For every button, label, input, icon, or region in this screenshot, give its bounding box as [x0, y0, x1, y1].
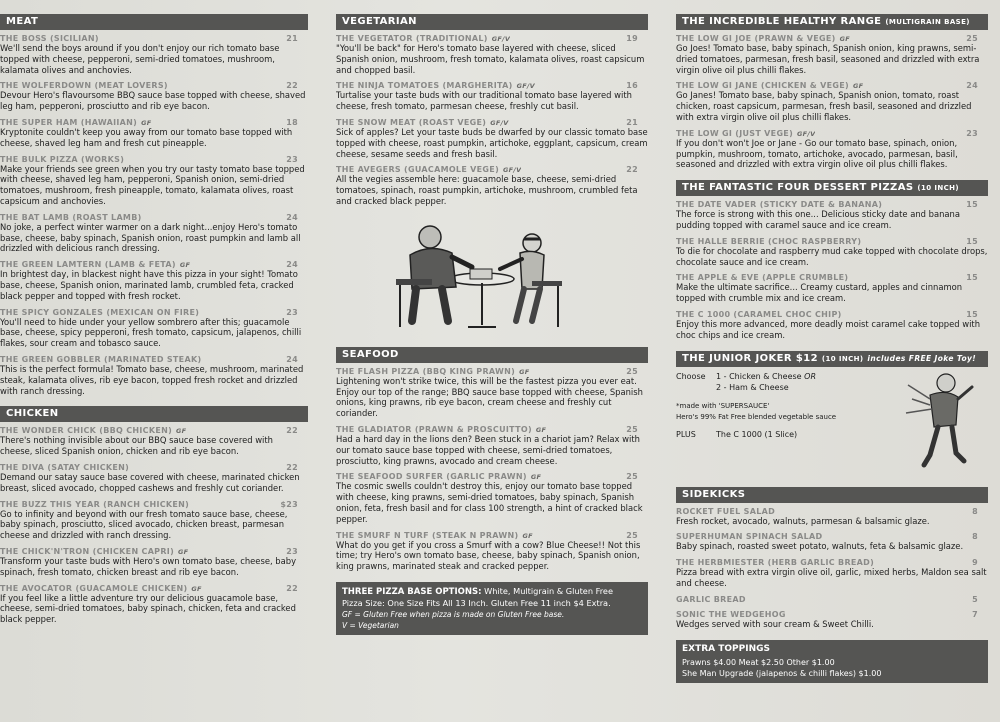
menu-item: [336, 531, 648, 572]
menu-item: [0, 81, 308, 112]
item-price: 22: [626, 165, 638, 175]
menu-item: [336, 425, 648, 466]
menu-item: [0, 308, 308, 349]
section-header-sidekicks: SIDEKICKS: [676, 487, 988, 503]
item-description: Had a hard day in the lions den? Been stuck in a chariot jam? Relax with our tomato sauce base topped with cheese, semi-dried tomatoes, prosciutto, king prawns, avocado and cream cheese.: [336, 433, 640, 466]
item-name: THE GLADIATOR (PRAWN & PROSCUITTO): [336, 424, 532, 434]
menu-item: [0, 260, 308, 301]
dietary-tag: GF: [178, 547, 189, 556]
item-description: To die for chocolate and raspberry mud cake topped with chocolate drops, chocolate sauce and ice cream.: [676, 245, 988, 267]
section-header-vegetarian: VEGETARIAN: [336, 14, 648, 30]
item-description: Wedges served with sour cream & Sweet Chilli.: [676, 618, 874, 629]
item-name: THE LOW GI JANE (CHICKEN & VEGE): [676, 81, 849, 91]
menu-item: [676, 34, 988, 75]
item-name: THE FLASH PIZZA (BBQ KING PRAWN): [336, 366, 516, 376]
item-name: THE GREEN LAMTERN (LAMB & FETA): [0, 260, 176, 270]
menu-item: [0, 118, 308, 149]
item-description: Transform your taste buds with Hero's own tomato base, cheese, baby spinach, fresh tomato, chicken breast and rib eye bacon.: [0, 555, 297, 577]
section-header-meat: MEAT: [0, 14, 308, 30]
base-options-list: White, Multigrain & Gluten Free: [484, 585, 614, 596]
menu-item: [676, 558, 988, 589]
section-junior: [676, 351, 988, 477]
item-description: Make the ultimate sacrifice... Creamy custard, apples and cinnamon topped with crumble mix and ice cream.: [676, 282, 963, 304]
section-header-junior: THE JUNIOR JOKER $12 (10 INCH) includes FREE Joke Toy!: [676, 351, 988, 367]
item-name: THE AVEGERS (GUACAMOLE VEGE): [336, 165, 500, 175]
item-name: THE SMURF N TURF (STEAK N PRAWN): [336, 530, 519, 540]
dietary-tag: GF/V: [516, 82, 535, 91]
seafood-list: [336, 367, 648, 572]
dietary-tag: GF: [191, 584, 202, 593]
section-header-seafood: SEAFOOD: [336, 347, 648, 363]
item-description: Pizza bread with extra virgin olive oil, garlic, mixed herbs, Maldon sea salt and cheese.: [676, 567, 987, 588]
item-price: 9: [972, 558, 978, 568]
menu-item: [676, 310, 988, 341]
menu-item: [336, 81, 648, 112]
item-price: 23: [286, 307, 298, 317]
item-name: THE BUZZ THIS YEAR (RANCH CHICKEN): [0, 499, 190, 509]
item-price: 24: [966, 81, 978, 91]
item-description: Fresh rocket, avocado, walnuts, parmesan & balsamic glaze.: [676, 515, 930, 526]
item-price: 15: [966, 273, 978, 283]
menu-item: [676, 532, 988, 552]
base-options-box: [336, 582, 648, 635]
item-description: What do you get if you cross a Smurf with a cow? Blue Cheese!! Not this time; try Hero's own tomato base, cheese, baby spinach, Spanish onion, king prawns, marinated steak and cracked pepper.: [336, 539, 641, 572]
item-name: THE BULK PIZZA (WORKS): [0, 154, 125, 164]
menu-item: [336, 118, 648, 159]
item-price: 22: [286, 462, 298, 472]
item-description: We'll send the boys around if you don't enjoy our rich tomato base topped with cheese, pepperoni, semi-dried tomatoes, mushroom, kalamata olives and anchovies.: [0, 43, 280, 75]
item-price: $23: [280, 499, 298, 509]
item-name: THE VEGETATOR (TRADITIONAL): [336, 34, 488, 43]
item-name: THE DIVA (SATAY CHICKEN): [0, 462, 130, 472]
item-price: 24: [286, 212, 298, 222]
item-price: 24: [286, 260, 298, 270]
meat-list: [0, 34, 308, 396]
item-name: ROCKET FUEL SALAD: [676, 506, 776, 516]
item-description: "You'll be back" for Hero's tomato base layered with cheese, sliced Spanish onion, mushroom, fresh tomato, kalamata olives, roast capsicum and chopped basil.: [336, 43, 645, 75]
item-description: Go Joes! Tomato base, baby spinach, Spanish onion, king prawns, semi-dried tomatoes, parmesan, fresh basil, seasoned and drizzled with extra virgin olive oil plus chilli flakes.: [676, 43, 980, 75]
menu-item: [336, 34, 648, 75]
item-price: 15: [966, 309, 978, 319]
section-chicken: [0, 406, 308, 625]
section-header-chicken: CHICKEN: [0, 406, 308, 422]
item-description: If you feel like a little adventure try our delicious guacamole base, cheese, semi-dried tomatoes, baby spinach, chicken, feta and cracked black pepper.: [0, 592, 296, 625]
menu-item: [0, 547, 308, 578]
item-price: 8: [972, 532, 978, 542]
item-name: SUPERHUMAN SPINACH SALAD: [676, 532, 823, 542]
menu-item: [676, 81, 988, 122]
item-price: 24: [286, 354, 298, 364]
section-sidekicks: [676, 487, 988, 630]
item-description: Go Janes! Tomato base, baby spinach, Spanish onion, tomato, roast chicken, roast capsicum, parmesan, fresh basil, seasoned and drizzled with extra virgin olive oil plus chilli flakes.: [676, 90, 972, 122]
item-name: THE CHICK'N'TRON (CHICKEN CAPRI): [0, 546, 175, 556]
item-name: THE AVOCATOR (GUACAMOLE CHICKEN): [0, 583, 188, 593]
item-price: 25: [626, 366, 638, 376]
item-price: 21: [286, 34, 298, 43]
item-name: THE LOW GI (JUST VEGE): [676, 128, 794, 138]
menu-item: [0, 155, 308, 207]
section-header-healthy: THE INCREDIBLE HEALTHY RANGE (MULTIGRAIN BASE): [676, 14, 988, 30]
item-price: 7: [972, 609, 978, 619]
menu-item: [0, 34, 308, 75]
extra-toppings-box: [676, 640, 988, 683]
item-description: Sick of apples? Let your taste buds be dwarfed by our classic tomato base topped with cheese, roast pumpkin, artichoke, eggplant, capsicum, cream cheese, sesame seeds and fresh basil.: [336, 126, 648, 159]
extra-toppings-title: EXTRA TOPPINGS: [682, 643, 770, 654]
item-name: THE HERBMIESTER (HERB GARLIC BREAD): [676, 558, 875, 568]
column-middle: [336, 14, 648, 714]
item-name: THE C 1000 (CARAMEL CHOC CHIP): [676, 309, 842, 319]
item-price: 15: [966, 200, 978, 210]
menu-item: [336, 165, 648, 206]
column-left: [0, 14, 308, 714]
section-vegetarian: [336, 14, 648, 207]
item-description: Kryptonite couldn't keep you away from our tomato base topped with cheese, shaved leg ham and fresh cut pineapple.: [0, 126, 293, 148]
item-name: THE SEAFOOD SURFER (GARLIC PRAWN): [336, 472, 527, 482]
superhero-illustration: [336, 217, 648, 337]
chicken-list: [0, 426, 308, 625]
pizza-size-note: Pizza Size: One Size Fits All 13 Inch. Gluten Free 11 inch $4 Extra.: [342, 597, 611, 608]
menu-item: [676, 237, 988, 268]
item-price: 23: [966, 128, 978, 138]
item-description: All the vegies assemble here: guacamole base, cheese, semi-dried tomatoes, spinach, roast pumpkin, artichoke, mushroom, crumbled feta and cracked black pepper.: [336, 174, 638, 206]
dietary-tag: GF: [853, 82, 864, 91]
menu-item: [336, 472, 648, 524]
section-healthy: [676, 14, 988, 170]
menu-item: [676, 200, 988, 231]
menu-item: [676, 610, 988, 630]
item-description: This is the perfect formula! Tomato base, cheese, mushroom, marinated steak, kalamata olives, rib eye bacon, topped fresh rocket and drizzled with ranch dressing.: [0, 363, 304, 396]
menu-item: [0, 500, 308, 541]
dietary-tag: GF: [519, 367, 530, 376]
item-price: 25: [626, 530, 638, 540]
junior-joker-details: Choose 1 - Chicken & Cheese OR 2 - Ham & Cheese *made with 'SUPERSAUCE' Hero's 99% Fat Free blended vegetable sauce PLUS The C 1000 (1 Slice): [676, 371, 988, 477]
item-description: Make your friends see green when you try our tasty tomato base topped with cheese, shaved leg ham, pepperoni, Spanish onion, semi-dried tomatoes, mushroom, fresh pineapple, tomato, kalamata olives, roast capsicum and anchovies.: [0, 163, 305, 206]
item-price: 21: [626, 117, 638, 127]
section-dessert: [676, 180, 988, 340]
menu-item: [676, 273, 988, 304]
menu-item: [0, 584, 308, 625]
item-name: THE APPLE & EVE (APPLE CRUMBLE): [676, 273, 849, 283]
base-options-title: THREE PIZZA BASE OPTIONS:: [342, 586, 482, 597]
superheroes-eating-icon: [382, 217, 582, 337]
dietary-tag: GF: [179, 261, 191, 270]
item-price: 22: [286, 81, 298, 91]
dietary-tag: GF: [176, 427, 187, 436]
healthy-list: [676, 34, 988, 170]
dietary-tag: GF/V: [490, 118, 509, 127]
dietary-tag: GF: [535, 425, 547, 434]
menu-item: [676, 595, 988, 604]
item-name: THE BOSS (SICILIAN): [0, 34, 99, 43]
dessert-list: [676, 200, 988, 340]
item-name: THE BAT LAMB (ROAST LAMB): [0, 212, 142, 222]
section-meat: [0, 14, 308, 396]
she-man-upgrade: She Man Upgrade (jalapenos & chilli flakes) $1.00: [682, 668, 882, 678]
item-name: THE GREEN GOBBLER (MARINATED STEAK): [0, 354, 202, 364]
item-price: 23: [286, 154, 298, 164]
item-name: THE SNOW MEAT (ROAST VEGE): [336, 117, 487, 127]
dietary-tag: GF/V: [797, 129, 816, 138]
menu-item: [0, 355, 308, 396]
item-price: 22: [286, 583, 298, 593]
section-seafood: [336, 347, 648, 572]
column-right: [676, 14, 988, 714]
menu-item: [676, 507, 988, 527]
item-description: The force is strong with this one... Delicious sticky date and banana pudding topped with caramel sauce and ice cream.: [676, 209, 960, 230]
item-price: 25: [626, 472, 638, 482]
item-price: 19: [626, 34, 638, 43]
gf-legend: GF = Gluten Free when pizza is made on Gluten Free base.: [342, 609, 565, 619]
dietary-tag: GF: [522, 531, 533, 540]
item-description: The cosmic swells couldn't destroy this, enjoy our tomato base topped with cheese, king prawns, semi-dried tomatoes, baby spinach, Spanish onion, feta, fresh basil and for class 100 strength, a hint of cracked black pepper.: [336, 481, 643, 524]
menu-item: [0, 213, 308, 254]
item-name: THE DATE VADER (STICKY DATE & BANANA): [676, 200, 883, 210]
section-header-dessert: THE FANTASTIC FOUR DESSERT PIZZAS (10 INCH): [676, 180, 988, 196]
item-price: 5: [972, 594, 978, 604]
item-name: THE WOLFERDOWN (MEAT LOVERS): [0, 81, 168, 91]
sidekicks-list: [676, 507, 988, 630]
item-name: THE SPICY GONZALES (MEXICAN ON FIRE): [0, 307, 200, 317]
item-name: THE WONDER CHICK (BBQ CHICKEN): [0, 426, 173, 436]
item-name: THE SUPER HAM (HAWAIIAN): [0, 117, 138, 127]
item-price: 25: [626, 424, 638, 434]
dietary-tag: GF/V: [503, 166, 522, 175]
item-name: THE LOW GI JOE (PRAWN & VEGE): [676, 34, 836, 43]
item-description: Devour Hero's flavoursome BBQ sauce base topped with cheese, shaved leg ham, pepperoni, prosciutto and rib eye bacon.: [0, 90, 306, 112]
joker-character-icon: [900, 369, 980, 473]
item-description: If you don't won't Joe or Jane - Go our tomato base, spinach, onion, pumpkin, mushroom, tomato, artichoke, avocado, parmesan, basil, seasoned and drizzled with extra virgin olive oil plus chilli flakes.: [676, 137, 958, 170]
menu-item: [0, 463, 308, 494]
item-description: Go to infinity and beyond with our fresh tomato sauce base, cheese, baby spinach, prosciutto, sliced avocado, chicken breast, parmesan cheese and drizzled with ranch dressing.: [0, 508, 288, 541]
item-price: 22: [286, 426, 298, 436]
extra-toppings-prices: Prawns $4.00 Meat $2.50 Other $1.00: [682, 657, 835, 667]
menu-item: [676, 129, 988, 170]
item-price: 8: [972, 506, 978, 516]
item-price: 15: [966, 236, 978, 246]
dietary-tag: GF/V: [491, 35, 511, 43]
item-description: Lightening won't strike twice, this will be the fastest pizza you ever eat. Enjoy our top of the range; BBQ sauce base topped with cheese, Spanish onions, king prawns, rib eye bacon, cream cheese and freshly cut coriander.: [336, 375, 643, 419]
item-price: 16: [626, 81, 638, 91]
dietary-tag: GF: [530, 473, 542, 482]
menu-item: [336, 367, 648, 419]
item-name: GARLIC BREAD: [676, 594, 746, 604]
item-description: Turtalise your taste buds with our traditional tomato base layered with cheese, fresh tomato, parmesan cheese, freshly cut basil.: [336, 90, 632, 112]
item-description: No joke, a perfect winter warmer on a dark night...enjoy Hero's tomato base, cheese, baby spinach, Spanish onion, roast pumpkin and lamb all drizzled with delicious ranch dressing.: [0, 221, 301, 254]
item-name: SONIC THE WEDGEHOG: [676, 609, 786, 619]
item-description: Baby spinach, roasted sweet potato, walnuts, feta & balsamic glaze.: [676, 541, 964, 552]
item-description: Enjoy this more advanced, more deadly moist caramel cake topped with choc chips and ice cream.: [676, 318, 981, 340]
item-price: 18: [286, 117, 298, 127]
item-name: THE NINJA TOMATOES (MARGHERITA): [336, 81, 513, 91]
dietary-tag: GF: [141, 118, 152, 127]
item-name: THE HALLE BERRIE (CHOC RASPBERRY): [676, 236, 862, 246]
vegetarian-list: [336, 34, 648, 207]
item-price: 25: [966, 34, 978, 43]
item-description: You'll need to hide under your yellow sombrero after this; guacamole base, cheese, spicy pepperoni, fresh tomato, capsicum, jalapenos, chilli flakes, sour cream and tobasco sauce.: [0, 316, 302, 349]
v-legend: V = Vegetarian: [342, 620, 399, 630]
item-description: Demand our satay sauce base covered with cheese, marinated chicken breast, sliced avocado, chopped cashews and freshly cut coriander.: [0, 471, 300, 493]
item-description: There's nothing invisible about our BBQ sauce base covered with cheese, sliced Spanish onion, chicken and rib eye bacon.: [0, 435, 273, 457]
item-description: In brightest day, in blackest night have this pizza in your sight! Tomato base, cheese, Spanish onion, marinated lamb, crumbled feta, cracked black pepper and topped with fresh rocket.: [0, 269, 298, 301]
dietary-tag: GF: [839, 35, 850, 43]
item-price: 23: [286, 546, 298, 556]
menu-item: [0, 426, 308, 457]
